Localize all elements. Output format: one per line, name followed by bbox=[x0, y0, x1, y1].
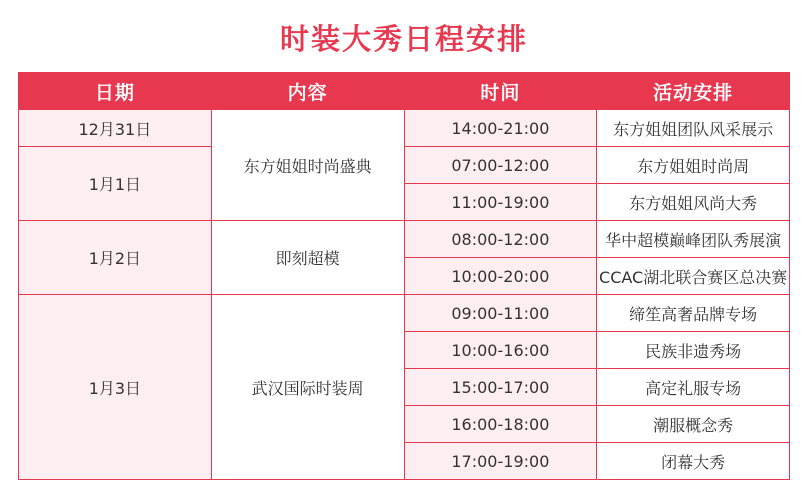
cell-activity: 潮服概念秀 bbox=[597, 406, 790, 443]
table-row bbox=[19, 110, 790, 147]
cell-time: 15:00-17:00 bbox=[404, 369, 597, 406]
cell-time: 16:00-18:00 bbox=[404, 406, 597, 443]
cell-date: 1月3日 bbox=[19, 295, 212, 480]
cell-time: 10:00-16:00 bbox=[404, 332, 597, 369]
cell-activity: CCAC湖北联合赛区总决赛 bbox=[597, 258, 790, 295]
table-header bbox=[19, 73, 790, 110]
cell-date: 1月2日 bbox=[19, 221, 212, 295]
table-row bbox=[19, 147, 790, 184]
cell-time: 10:00-20:00 bbox=[404, 258, 597, 295]
cell-activity: 华中超模巅峰团队秀展演 bbox=[597, 221, 790, 258]
cell-content: 武汉国际时装周 bbox=[211, 295, 404, 480]
table-body bbox=[19, 110, 790, 480]
page-title: 时装大秀日程安排 bbox=[279, 22, 528, 56]
cell-time: 14:00-21:00 bbox=[404, 110, 597, 147]
cell-time: 09:00-11:00 bbox=[404, 295, 597, 332]
cell-activity: 缔笙高奢品牌专场 bbox=[597, 295, 790, 332]
cell-content: 东方姐姐时尚盛典 bbox=[211, 110, 404, 221]
table-row bbox=[19, 295, 790, 332]
cell-activity: 东方姐姐团队风采展示 bbox=[597, 110, 790, 147]
cell-content: 即刻超模 bbox=[211, 221, 404, 295]
column-header-content: 内容 bbox=[211, 73, 404, 110]
cell-activity: 东方姐姐时尚周 bbox=[597, 147, 790, 184]
table-row bbox=[19, 221, 790, 258]
cell-activity: 民族非遗秀场 bbox=[597, 332, 790, 369]
cell-activity: 东方姐姐风尚大秀 bbox=[597, 184, 790, 221]
cell-date: 12月31日 bbox=[19, 110, 212, 147]
column-header-date: 日期 bbox=[19, 73, 212, 110]
cell-time: 11:00-19:00 bbox=[404, 184, 597, 221]
table-header-row bbox=[19, 73, 790, 110]
cell-time: 17:00-19:00 bbox=[404, 443, 597, 480]
column-header-activity: 活动安排 bbox=[597, 73, 790, 110]
cell-activity: 高定礼服专场 bbox=[597, 369, 790, 406]
column-header-time: 时间 bbox=[404, 73, 597, 110]
schedule-table bbox=[18, 72, 790, 480]
cell-time: 08:00-12:00 bbox=[404, 221, 597, 258]
cell-time: 07:00-12:00 bbox=[404, 147, 597, 184]
cell-date: 1月1日 bbox=[19, 147, 212, 221]
cell-activity: 闭幕大秀 bbox=[597, 443, 790, 480]
